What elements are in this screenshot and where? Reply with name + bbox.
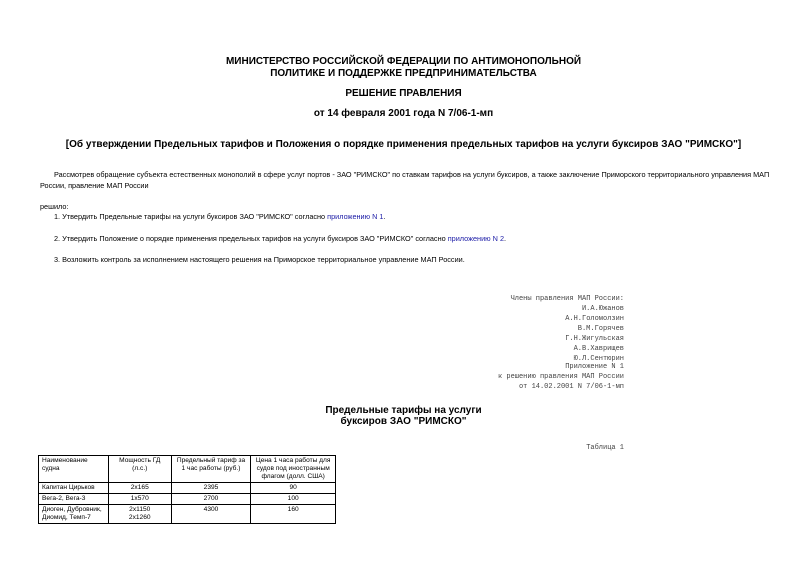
item-2 [54, 233, 506, 244]
ministry-line-2: ПОЛИТИКЕ И ПОДДЕРЖКЕ ПРЕДПРИНИМАТЕЛЬСТВА [270, 68, 537, 79]
board-member: В.М.Горячев [577, 325, 624, 333]
foreign-price: 90 [251, 483, 336, 494]
max-tariff: 2700 [171, 494, 251, 505]
foreign-price: 100 [251, 494, 336, 505]
item-1 [54, 211, 386, 222]
decision-heading: РЕШЕНИЕ ПРАВЛЕНИЯ [345, 88, 462, 99]
table-label: Таблица 1 [586, 444, 624, 452]
appendix-line-3: от 14.02.2001 N 7/06-1-мп [518, 383, 624, 391]
vessel-name: Вега-2, Вега-3 [39, 494, 109, 505]
tariff-title-line-1: Предельные тарифы на услуги [325, 405, 482, 416]
appendix-2-link[interactable]: приложению N 2 [447, 234, 505, 243]
vessel-name: Диоген, Дубровник, Диомид, Темп-7 [39, 505, 109, 524]
decision-date: от 14 февраля 2001 года N 7/06-1-мп [313, 108, 494, 119]
table-row [39, 494, 336, 505]
item-1-tail: . [383, 212, 386, 221]
appendix-note [498, 362, 624, 392]
tariff-title-line-2: буксиров ЗАО "РИМСКО" [340, 416, 467, 427]
table-header-row [39, 456, 336, 483]
board-member: И.А.Южанов [581, 305, 624, 313]
board-member: Г.Н.Жигульская [565, 335, 624, 343]
item-3 [54, 254, 465, 265]
table-row [39, 483, 336, 494]
appendix-line-1: Приложение N 1 [565, 363, 624, 371]
tariff-table [38, 455, 336, 524]
engine-power: 2х1150 2х1260 [108, 505, 171, 524]
intro-line-2: России, правление МАП России [40, 181, 149, 190]
max-tariff: 4300 [171, 505, 251, 524]
board-member: А.Н.Голомолзин [565, 315, 624, 323]
item-2-text: 2. Утвердить Положение о порядке применения предельных тарифов на услуги буксиров ЗАО "РИМСКО" согласно [54, 234, 448, 243]
appendix-1-link[interactable]: приложению N 1 [327, 212, 384, 221]
engine-power: 2х165 [108, 483, 171, 494]
item-2-tail: . [504, 234, 507, 243]
header-max-tariff: Предельный тариф за 1 час работы (руб.) [171, 456, 251, 483]
board-heading: Члены правления МАП России: [510, 295, 624, 303]
foreign-price: 160 [251, 505, 336, 524]
header-vessel-name: Наименование судна [39, 456, 109, 483]
item-3-text: 3. Возложить контроль за исполнением настоящего решения на Приморское территориальное управление МАП России. [54, 255, 465, 264]
document-title: [Об утверждении Предельных тарифов и Положения о порядке применения предельных тарифов на услуги буксиров ЗАО "РИМСКО"] [65, 139, 742, 150]
engine-power: 1х570 [108, 494, 171, 505]
header-foreign-price: Цена 1 часа работы для судов под иностранным флагом (долл. США) [251, 456, 336, 483]
vessel-name: Капитан Цирьков [39, 483, 109, 494]
board-member: Ю.Л.Сентюрин [573, 355, 624, 363]
max-tariff: 2395 [171, 483, 251, 494]
header-engine-power: Мощность ГД (л.с.) [108, 456, 171, 483]
board-member: А.В.Хаврищев [573, 345, 624, 353]
ministry-line-1: МИНИСТЕРСТВО РОССИЙСКОЙ ФЕДЕРАЦИИ ПО АНТИМОНОПОЛЬНОЙ [225, 56, 582, 67]
table-row [39, 505, 336, 524]
board-members-block [511, 294, 624, 364]
item-1-text: 1. Утвердить Предельные тарифы на услуги буксиров ЗАО "РИМСКО" согласно [54, 212, 328, 221]
resolved-label: решило: [40, 202, 69, 211]
intro-line-1: Рассмотрев обращение субъекта естественных монополий в сфере услуг портов - ЗАО "РИМСКО" по ставкам тарифов на услуги буксиров, а также заключение Приморского территориального управления МАП [54, 170, 770, 179]
appendix-line-2: к решению правления МАП России [497, 373, 624, 381]
